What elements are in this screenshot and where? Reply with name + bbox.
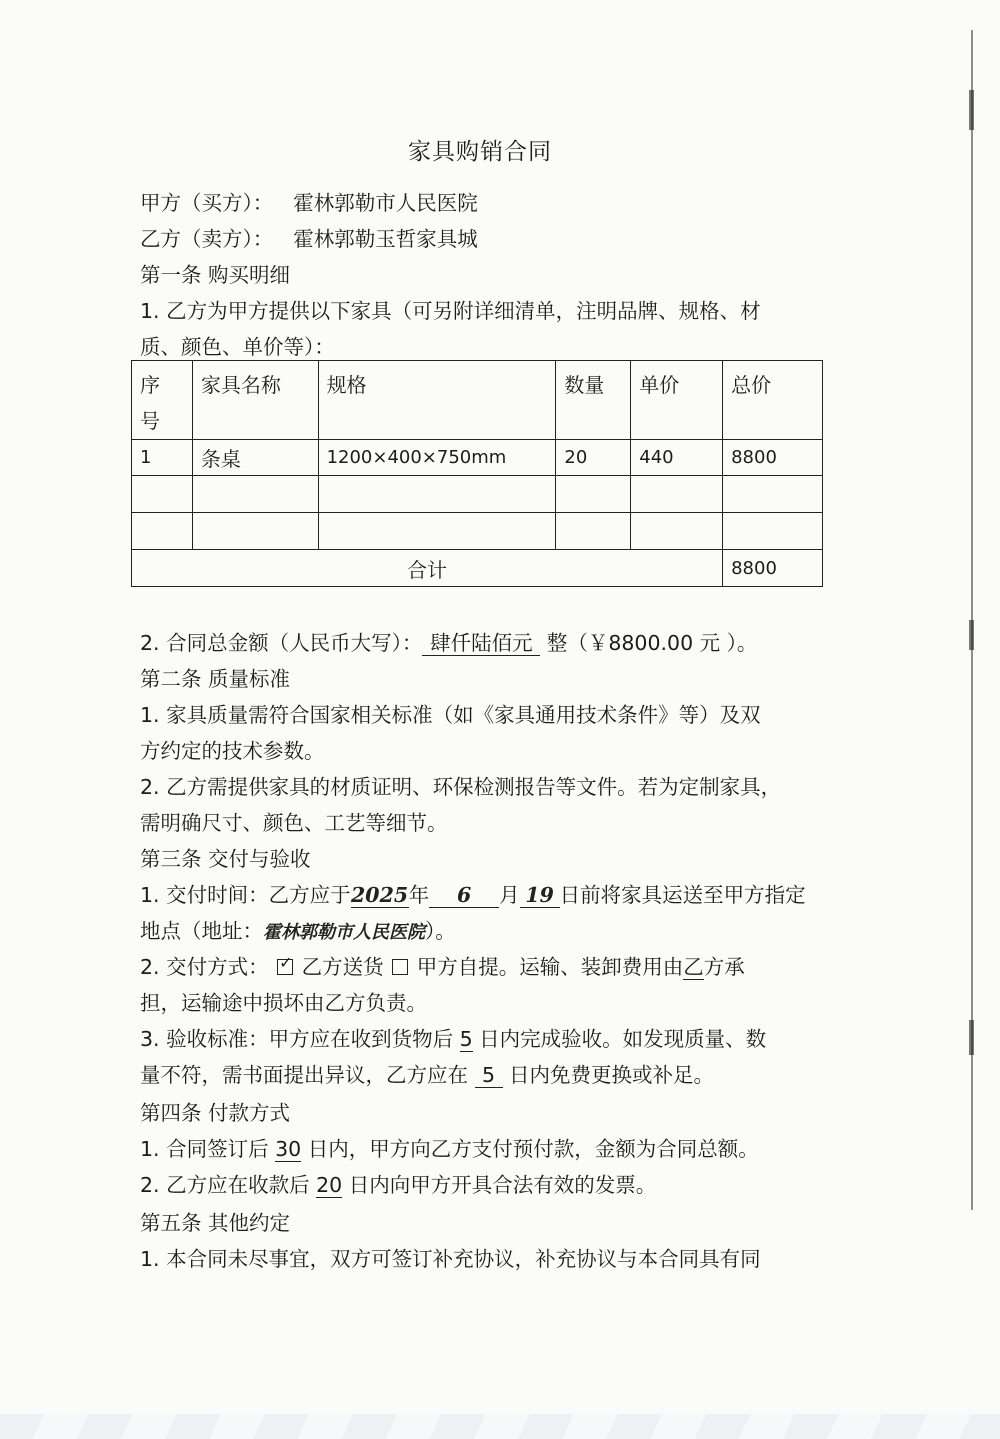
prepay-suffix: 日内，甲方向乙方支付预付款，金额为合同总额。 bbox=[301, 1137, 759, 1161]
article-5-clause-1: 1. 本合同未尽事宜，双方可签订补充协议，补充协议与本合同具有同 bbox=[140, 1247, 761, 1271]
buyer-pickup-label: 甲方自提 bbox=[416, 955, 499, 979]
table-row-empty bbox=[132, 476, 823, 513]
article-1-clause-2 bbox=[140, 626, 757, 656]
article-2-heading: 第二条 质量标准 bbox=[140, 667, 291, 691]
header-seq-line2: 号 bbox=[140, 409, 160, 433]
header-seq bbox=[132, 361, 193, 440]
table-header-row bbox=[132, 361, 823, 440]
cell-spec: 1200×400×750mm bbox=[318, 440, 556, 476]
amount-in-words: 肆仟陆佰元 bbox=[422, 633, 540, 656]
party-a-name: 霍林郭勒市人民医院 bbox=[293, 191, 478, 215]
delivery-month: 6 bbox=[429, 885, 499, 908]
scan-bottom-strip bbox=[0, 1414, 1000, 1439]
table-total-row bbox=[132, 550, 823, 587]
table-row-empty bbox=[132, 513, 823, 550]
invoice-suffix: 日内向甲方开具合法有效的发票。 bbox=[342, 1173, 657, 1197]
article-1-heading: 第一条 购买明细 bbox=[140, 263, 291, 287]
accept2-prefix: 量不符，需书面提出异议，乙方应在 bbox=[140, 1063, 475, 1087]
header-qty: 数量 bbox=[556, 361, 631, 440]
cell-unit-price: 440 bbox=[631, 440, 723, 476]
method-mid: 。运输、装卸费用由 bbox=[498, 955, 684, 979]
month-label: 月 bbox=[499, 883, 520, 907]
header-name: 家具名称 bbox=[192, 361, 318, 440]
method-end: 方承 bbox=[703, 955, 745, 979]
fee-party: 乙 bbox=[683, 955, 704, 979]
header-spec: 规格 bbox=[318, 361, 556, 440]
delivery-suffix: 日前将家具运送至甲方指定 bbox=[559, 883, 806, 907]
delivery-year: 2025 bbox=[351, 883, 409, 907]
accept2-suffix: 日内免费更换或补足。 bbox=[502, 1063, 715, 1087]
invoice-prefix: 2. 乙方应在收款后 bbox=[140, 1173, 317, 1197]
article-4-clause-2 bbox=[140, 1168, 656, 1198]
invoice-days: 20 bbox=[316, 1173, 343, 1197]
accept2-days: 5 bbox=[475, 1065, 503, 1088]
checkmark-icon: ✓ bbox=[279, 953, 293, 972]
sum-label: 合计 bbox=[132, 550, 723, 587]
article-2-clause-1: 1. 家具质量需符合国家相关标准（如《家具通用技术条件》等）及双 bbox=[140, 703, 761, 727]
article-1-clause-1: 1. 乙方为甲方提供以下家具（可另附详细清单，注明品牌、规格、材 bbox=[140, 299, 761, 323]
article-4-clause-1 bbox=[140, 1132, 759, 1162]
party-b-line bbox=[140, 222, 478, 252]
header-seq-line1: 序 bbox=[140, 373, 160, 397]
delivery-prefix: 1. 交付时间：乙方应于 bbox=[140, 883, 351, 907]
method-prefix: 2. 交付方式： bbox=[140, 955, 269, 979]
amount-suffix: 整（￥8800.00 元 ）。 bbox=[540, 631, 758, 655]
article-3-clause-1 bbox=[140, 878, 806, 908]
delivery-day: 19 bbox=[520, 885, 560, 908]
scan-edge-mark bbox=[969, 1020, 974, 1055]
article-2-clause-1-cont: 方约定的技术参数。 bbox=[140, 739, 325, 763]
accept-days: 5 bbox=[459, 1027, 473, 1051]
party-b-name: 霍林郭勒玉哲家具城 bbox=[293, 227, 478, 251]
article-4-heading: 第四条 付款方式 bbox=[140, 1101, 291, 1125]
cell-total: 8800 bbox=[723, 440, 823, 476]
article-3-clause-3-cont bbox=[140, 1058, 714, 1088]
seller-delivery-checkbox[interactable] bbox=[277, 953, 293, 975]
prepay-prefix: 1. 合同签订后 bbox=[140, 1137, 276, 1161]
party-a-label: 甲方（买方）： bbox=[140, 191, 274, 215]
address-handwritten: 霍林郭勒市人民医院 bbox=[263, 922, 425, 943]
sum-value: 8800 bbox=[723, 550, 823, 587]
party-b-label: 乙方（卖方）： bbox=[140, 227, 274, 251]
article-3-clause-3 bbox=[140, 1022, 766, 1052]
scan-edge-mark bbox=[969, 620, 974, 650]
header-unit-price: 单价 bbox=[631, 361, 723, 440]
accept-prefix: 3. 验收标准：甲方应在收到货物后 bbox=[140, 1027, 460, 1051]
seller-delivery-label: 乙方送货 bbox=[301, 955, 384, 979]
prepay-days: 30 bbox=[275, 1137, 302, 1161]
article-5-heading: 第五条 其他约定 bbox=[140, 1211, 291, 1235]
address-suffix: ）。 bbox=[425, 919, 456, 943]
buyer-pickup-checkbox[interactable] bbox=[392, 959, 408, 975]
header-total: 总价 bbox=[723, 361, 823, 440]
contract-title: 家具购销合同 bbox=[408, 139, 552, 165]
scan-edge-mark bbox=[969, 90, 974, 130]
article-2-clause-2-cont: 需明确尺寸、颜色、工艺等细节。 bbox=[140, 811, 448, 835]
article-3-clause-2 bbox=[140, 950, 745, 980]
article-2-clause-2: 2. 乙方需提供家具的材质证明、环保检测报告等文件。若为定制家具， bbox=[140, 775, 782, 799]
article-1-clause-1-cont: 质、颜色、单价等）： bbox=[140, 335, 335, 359]
article-3-clause-2-cont: 担，运输途中损坏由乙方负责。 bbox=[140, 991, 427, 1015]
cell-qty: 20 bbox=[556, 440, 631, 476]
address-prefix: 地点（地址： bbox=[140, 919, 263, 943]
article-3-heading: 第三条 交付与验收 bbox=[140, 847, 311, 871]
party-a-line bbox=[140, 186, 478, 216]
cell-name: 条桌 bbox=[192, 440, 318, 476]
cell-seq: 1 bbox=[132, 440, 193, 476]
accept-suffix: 日内完成验收。如发现质量、数 bbox=[472, 1027, 767, 1051]
amount-prefix: 2. 合同总金额（人民币大写）： bbox=[140, 631, 423, 655]
year-label: 年 bbox=[408, 883, 430, 907]
article-3-clause-1-cont bbox=[140, 914, 456, 944]
table-row bbox=[132, 440, 823, 476]
furniture-table bbox=[131, 360, 823, 587]
